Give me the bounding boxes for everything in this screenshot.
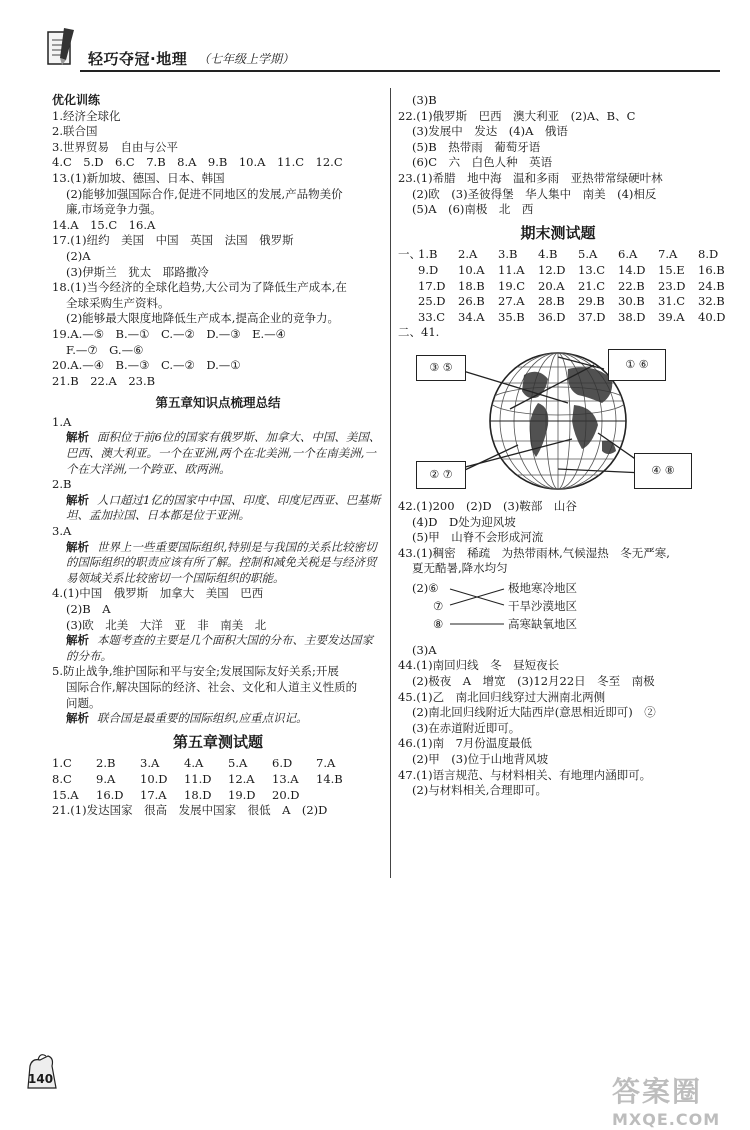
answer-line: (2)B A: [66, 602, 111, 616]
answer-cell: 13.A: [272, 771, 299, 786]
answer-cell: 35.B: [498, 309, 525, 324]
explanation: [52, 711, 384, 727]
answer-cell: 16.B: [698, 262, 725, 277]
answer-cell: 13.C: [578, 262, 606, 277]
answer-line: (5)A (6)南极 北 西: [412, 202, 534, 217]
answer-cell: 19.D: [228, 787, 256, 802]
answer-cell: 5.A: [578, 247, 598, 262]
answer-cell: 7.A: [316, 756, 336, 771]
answer-cell: 7.A: [658, 247, 678, 262]
explanation-text: 人口超过1亿的国家中中国、印度、印度尼西亚、巴基斯坦、孟加拉国、日本都是位于亚洲。: [66, 492, 381, 523]
match-left-item: (2)⑥: [412, 580, 439, 595]
answer-cell: 9.D: [418, 262, 439, 277]
answer-cell: 11.A: [498, 262, 525, 277]
watermark-url: MXQE.COM: [612, 1110, 721, 1129]
match-left-item: ⑦: [433, 598, 444, 613]
answer-line: 2.B: [52, 477, 72, 492]
answer-grid-final: [418, 247, 738, 325]
explanation-label: 解析: [66, 430, 89, 445]
explanation-label: 解析: [66, 711, 89, 726]
answer-line: (2)南北回归线附近大陆西岸(意思相近即可) ②: [412, 705, 656, 720]
answer-cell: 4.B: [538, 247, 558, 262]
answer-line: (2)甲 (3)位于山地背风坡: [412, 752, 549, 767]
explanation-label: 解析: [66, 492, 89, 507]
column-divider: [390, 88, 391, 878]
watermark-text: 答案圈: [612, 1075, 703, 1108]
answer-line: 全球采购生产资料。: [66, 295, 170, 310]
answer-cell: 15.A: [52, 787, 79, 802]
answer-cell: 15.E: [658, 262, 685, 277]
answer-line: (5)B 热带雨 葡萄牙语: [412, 139, 541, 154]
answer-cell: 18.B: [458, 278, 485, 293]
answer-line: (3)B: [412, 93, 437, 107]
answer-line: 23.(1)希腊 地中海 温和多雨 亚热带常绿硬叶林: [398, 170, 663, 185]
answer-line: (3)发展中 发达 (4)A 俄语: [412, 124, 568, 139]
answer-cell: 9.A: [96, 771, 116, 786]
answer-line: 二、41.: [398, 325, 440, 340]
match-right-item: 高寒缺氧地区: [508, 616, 577, 631]
answer-cell: 10.D: [140, 771, 168, 786]
page-number-badge: [26, 1052, 60, 1092]
answer-cell: 21.C: [578, 278, 606, 293]
answer-line: 42.(1)200 (2)D (3)鞍部 山谷: [398, 498, 577, 513]
answer-cell: 20.A: [538, 278, 565, 293]
answer-cell: 10.A: [458, 262, 485, 277]
globe-label-top-left: ③ ⑤: [416, 355, 466, 381]
answer-line: (2)能够加强国际合作,促进不同地区的发展,产品物美价: [66, 186, 343, 201]
globe-diagram: [398, 345, 718, 497]
answer-line: (3)伊斯兰 犹太 耶路撒冷: [66, 264, 209, 279]
answer-cell: 36.D: [538, 309, 566, 324]
answer-cell: 1.B: [418, 247, 438, 262]
explanation: [52, 493, 384, 524]
answer-cell: 27.A: [498, 294, 525, 309]
answer-line: (3)在赤道附近即可。: [412, 720, 521, 735]
answer-line: 夏无酷暑,降水均匀: [412, 561, 508, 576]
answer-cell: 2.B: [96, 756, 116, 771]
answer-cell: 40.D: [698, 309, 726, 324]
answer-line: 47.(1)语言规范、与材料相关、有地理内涵即可。: [398, 767, 652, 782]
section-title-optimization: 优化训练: [52, 93, 101, 107]
answer-line: 13.(1)新加坡、德国、日本、韩国: [52, 170, 225, 185]
book-title: 轻巧夺冠·地理: [88, 50, 188, 68]
globe-label-bottom-left: ② ⑦: [416, 461, 466, 489]
answer-cell: 24.B: [698, 278, 725, 293]
answer-cell: 8.D: [698, 247, 719, 262]
answer-line: (2)极夜 A 增宽 (3)12月22日 冬至 南极: [412, 674, 655, 689]
answer-line: (4)D D处为迎风坡: [412, 514, 516, 529]
answer-cell: 14.B: [316, 771, 343, 786]
answer-cell: [316, 788, 360, 804]
answer-line: (2)能够最大限度地降低生产成本,提高企业的竞争力。: [66, 311, 339, 326]
globe-label-bottom-right: ④ ⑧: [634, 453, 692, 489]
answer-cell: 17.D: [418, 278, 446, 293]
answer-line: 3.世界贸易 自由与公平: [52, 139, 178, 154]
answer-cell: 4.A: [184, 756, 204, 771]
explanation: [52, 633, 384, 664]
answer-line: 22.(1)俄罗斯 巴西 澳大利亚 (2)A、B、C: [398, 108, 636, 123]
answer-cell: 6.D: [272, 756, 293, 771]
right-column: [398, 93, 726, 799]
answer-cell: 11.D: [184, 771, 212, 786]
matching-diagram: [398, 577, 718, 643]
match-right-item: 极地寒冷地区: [508, 580, 577, 595]
match-lines: [448, 577, 508, 637]
part-prefix: 一、: [398, 247, 421, 262]
answer-cell: 12.A: [228, 771, 255, 786]
answer-cell: 29.B: [578, 294, 605, 309]
explanation-text: 联合国是最重要的国际组织,应重点识记。: [97, 711, 308, 726]
explanation-label: 解析: [66, 633, 89, 648]
watermark: [612, 1070, 720, 1129]
left-column: [52, 93, 384, 819]
answer-line: (5)甲 山脊不会形成河流: [412, 530, 544, 545]
explanation: [52, 540, 384, 587]
answer-line: 4.(1)中国 俄罗斯 加拿大 美国 巴西: [52, 586, 264, 601]
section-title-chapter5-summary: 第五章知识点梳理总结: [155, 395, 281, 411]
answer-line: 3.A: [52, 524, 72, 539]
answer-cell: 12.D: [538, 262, 566, 277]
answer-line: 5.防止战争,维护国际和平与安全;发展国际友好关系;开展: [52, 664, 339, 679]
answer-line: 4.C 5.D 6.C 7.B 8.A 9.B 10.A 11.C 12.C: [52, 155, 343, 170]
explanation-text: 世界上一些重要国际组织,特别是与我国的关系比较密切的国际组织的职责应该有所了解。控制和减免关税是与经济贸易领域关系比较密切一个国际组织的职能。: [66, 539, 377, 585]
match-left-item: ⑧: [433, 616, 444, 631]
answer-line: (2)与材料相关,合理即可。: [412, 783, 547, 798]
book-subtitle: （七年级上学期）: [198, 52, 295, 66]
answer-line: 43.(1)稠密 稀疏 为热带雨林,气候湿热 冬无严寒,: [398, 545, 670, 560]
section-title-chapter5-test: 第五章测试题: [172, 732, 263, 751]
answer-line: 19.A.—⑤ B.—① C.—② D.—③ E.—④: [52, 326, 286, 341]
answer-cell: 18.D: [184, 787, 212, 802]
answer-cell: 28.B: [538, 294, 565, 309]
page-number: 140: [28, 1072, 54, 1086]
answer-line: 问题。: [66, 695, 101, 710]
explanation: [52, 430, 384, 477]
answer-line: 45.(1)乙 南北回归线穿过大洲南北两侧: [398, 689, 606, 704]
explanation-text: 本题考查的主要是几个面积大国的分布、主要发达国家的分布。: [66, 633, 373, 663]
final-answer-block: [398, 247, 726, 325]
answer-cell: 5.A: [228, 756, 248, 771]
answer-cell: 39.A: [658, 309, 685, 324]
answer-cell: 32.B: [698, 294, 725, 309]
answer-line: 18.(1)当今经济的全球化趋势,大公司为了降低生产成本,在: [52, 280, 347, 295]
answer-cell: 25.D: [418, 294, 446, 309]
answer-line: 46.(1)南 7月份温度最低: [398, 736, 532, 751]
answer-line: (6)C 六 白色人种 英语: [412, 155, 553, 170]
answer-line: 17.(1)纽约 美国 中国 英国 法国 俄罗斯: [52, 233, 294, 248]
answer-cell: 3.B: [498, 247, 518, 262]
match-right-item: 干旱沙漠地区: [508, 598, 577, 613]
answer-line: 廉,市场竞争力强。: [66, 202, 162, 217]
header-rule: [80, 70, 720, 72]
answer-cell: 26.B: [458, 294, 485, 309]
answer-line: 2.联合国: [52, 124, 98, 139]
answer-line: 21.(1)发达国家 很高 发展中国家 很低 A (2)D: [52, 803, 328, 818]
answer-cell: 30.B: [618, 294, 645, 309]
answer-cell: 23.D: [658, 278, 686, 293]
answer-cell: 1.C: [52, 756, 72, 771]
answer-line: 20.A.—④ B.—③ C.—② D.—①: [52, 358, 241, 373]
answer-line: (2)欧 (3)圣彼得堡 华人集中 南美 (4)相反: [412, 186, 657, 201]
answer-cell: 19.C: [498, 278, 526, 293]
answer-cell: 6.A: [618, 247, 638, 262]
section-title-final-exam: 期末测试题: [520, 223, 596, 242]
answer-cell: 14.D: [618, 262, 646, 277]
answer-line: 1.A: [52, 414, 72, 429]
answer-cell: 33.C: [418, 309, 446, 324]
answer-cell: 3.A: [140, 756, 160, 771]
answer-cell: 8.C: [52, 771, 72, 786]
answer-cell: 16.D: [96, 787, 124, 802]
answer-cell: 31.C: [658, 294, 686, 309]
answer-cell: 17.A: [140, 787, 167, 802]
answer-line: 14.A 15.C 16.A: [52, 217, 156, 232]
answer-line: 国际合作,解决国际的经济、社会、文化和人道主义性质的: [66, 679, 358, 694]
globe-label-top-right: ① ⑥: [608, 349, 666, 381]
answer-cell: 2.A: [458, 247, 478, 262]
answer-line: F.—⑦ G.—⑥: [66, 342, 144, 357]
explanation-text: 面积位于前6位的国家有俄罗斯、加拿大、中国、美国、巴西、澳大利亚。一个在亚洲,两个在北美洲,一个在南美洲,一个在大洋洲,一个跨亚、欧两洲。: [66, 430, 381, 476]
answer-grid-chapter5: [52, 756, 384, 803]
answer-cell: 34.A: [458, 309, 485, 324]
answer-cell: 20.D: [272, 787, 300, 802]
answer-line: 44.(1)南回归线 冬 昼短夜长: [398, 658, 560, 673]
answer-line: (3)欧 北美 大洋 亚 非 南美 北: [66, 617, 267, 632]
answer-line: (2)A: [66, 248, 91, 263]
answer-line: 21.B 22.A 23.B: [52, 373, 156, 388]
explanation-label: 解析: [66, 539, 89, 554]
answer-cell: 37.D: [578, 309, 606, 324]
notebook-pencil-icon: [46, 26, 76, 68]
answer-line: 1.经济全球化: [52, 108, 121, 123]
answer-line: (3)A: [412, 642, 437, 657]
answer-cell: 38.D: [618, 309, 646, 324]
answer-cell: 22.B: [618, 278, 645, 293]
